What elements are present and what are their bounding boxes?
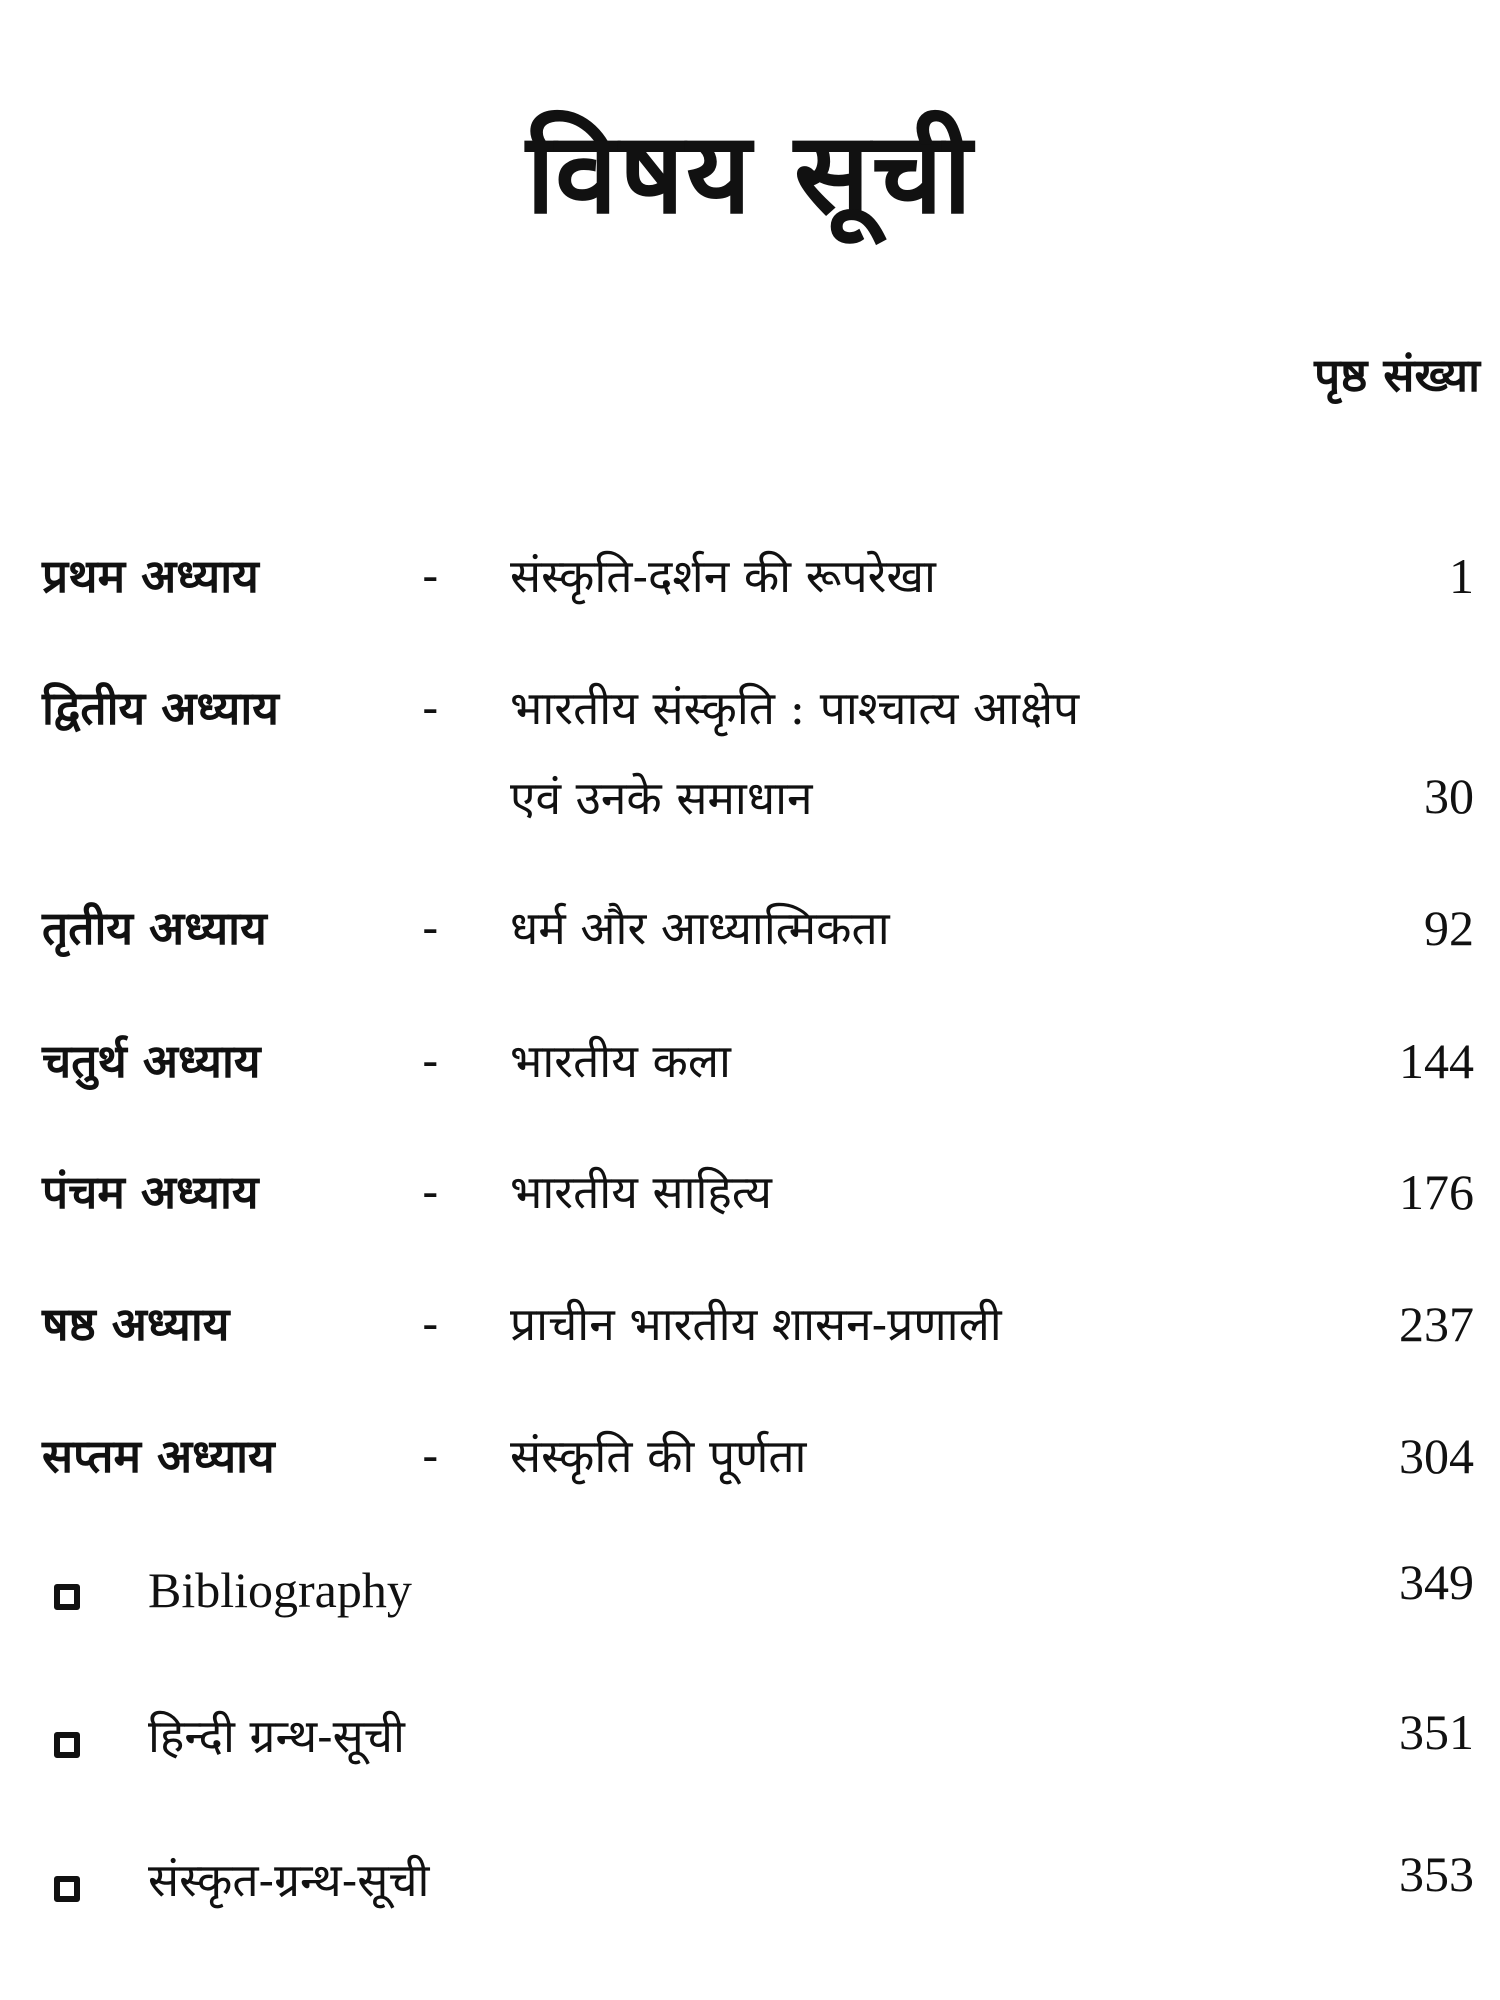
page-number: 30 (1424, 768, 1474, 824)
page-number: 144 (1399, 1033, 1474, 1089)
chapter-topic: भारतीय कला (510, 1034, 731, 1088)
checkbox-square-icon (54, 1876, 80, 1902)
chapter-label: पंचम अध्याय (42, 1165, 259, 1219)
appendix-label: Bibliography (148, 1562, 412, 1618)
chapter-label: चतुर्थ अध्याय (42, 1034, 261, 1088)
page-number: 1 (1449, 548, 1474, 604)
chapter-label: तृतीय अध्याय (42, 901, 267, 955)
appendix-label: संस्कृत-ग्रन्थ-सूची (148, 1853, 430, 1907)
chapter-topic: प्राचीन भारतीय शासन-प्रणाली (510, 1297, 1002, 1351)
separator-dash: - (422, 1034, 439, 1088)
chapter-label: द्वितीय अध्याय (42, 681, 279, 735)
page-number: 92 (1424, 900, 1474, 956)
separator-dash: - (422, 1165, 439, 1219)
page-number: 176 (1399, 1164, 1474, 1220)
page-number: 304 (1399, 1428, 1474, 1484)
page-number: 351 (1399, 1704, 1474, 1760)
chapter-label: सप्तम अध्याय (42, 1429, 275, 1483)
chapter-topic: धर्म और आध्यात्मिकता (510, 901, 890, 955)
chapter-label: प्रथम अध्याय (42, 549, 259, 603)
separator-dash: - (422, 681, 439, 735)
page-number: 349 (1399, 1554, 1474, 1610)
chapter-topic: संस्कृति की पूर्णता (510, 1429, 807, 1483)
separator-dash: - (422, 549, 439, 603)
chapter-topic: भारतीय साहित्य (510, 1165, 772, 1219)
checkbox-square-icon (54, 1584, 80, 1610)
appendix-label: हिन्दी ग्रन्थ-सूची (148, 1709, 405, 1763)
chapter-topic: संस्कृति-दर्शन की रूपरेखा (510, 549, 936, 603)
page-title: विषय सूची (526, 109, 974, 239)
checkbox-square-icon (54, 1732, 80, 1758)
separator-dash: - (422, 1429, 439, 1483)
chapter-topic-continued: एवं उनके समाधान (510, 771, 813, 825)
chapter-label: षष्ठ अध्याय (42, 1297, 230, 1351)
page-number-header: पृष्ठ संख्या (1314, 348, 1480, 402)
separator-dash: - (422, 1297, 439, 1351)
chapter-topic: भारतीय संस्कृति : पाश्चात्य आक्षेप (510, 681, 1080, 735)
page-number: 237 (1399, 1296, 1474, 1352)
separator-dash: - (422, 901, 439, 955)
page-number: 353 (1399, 1846, 1474, 1902)
